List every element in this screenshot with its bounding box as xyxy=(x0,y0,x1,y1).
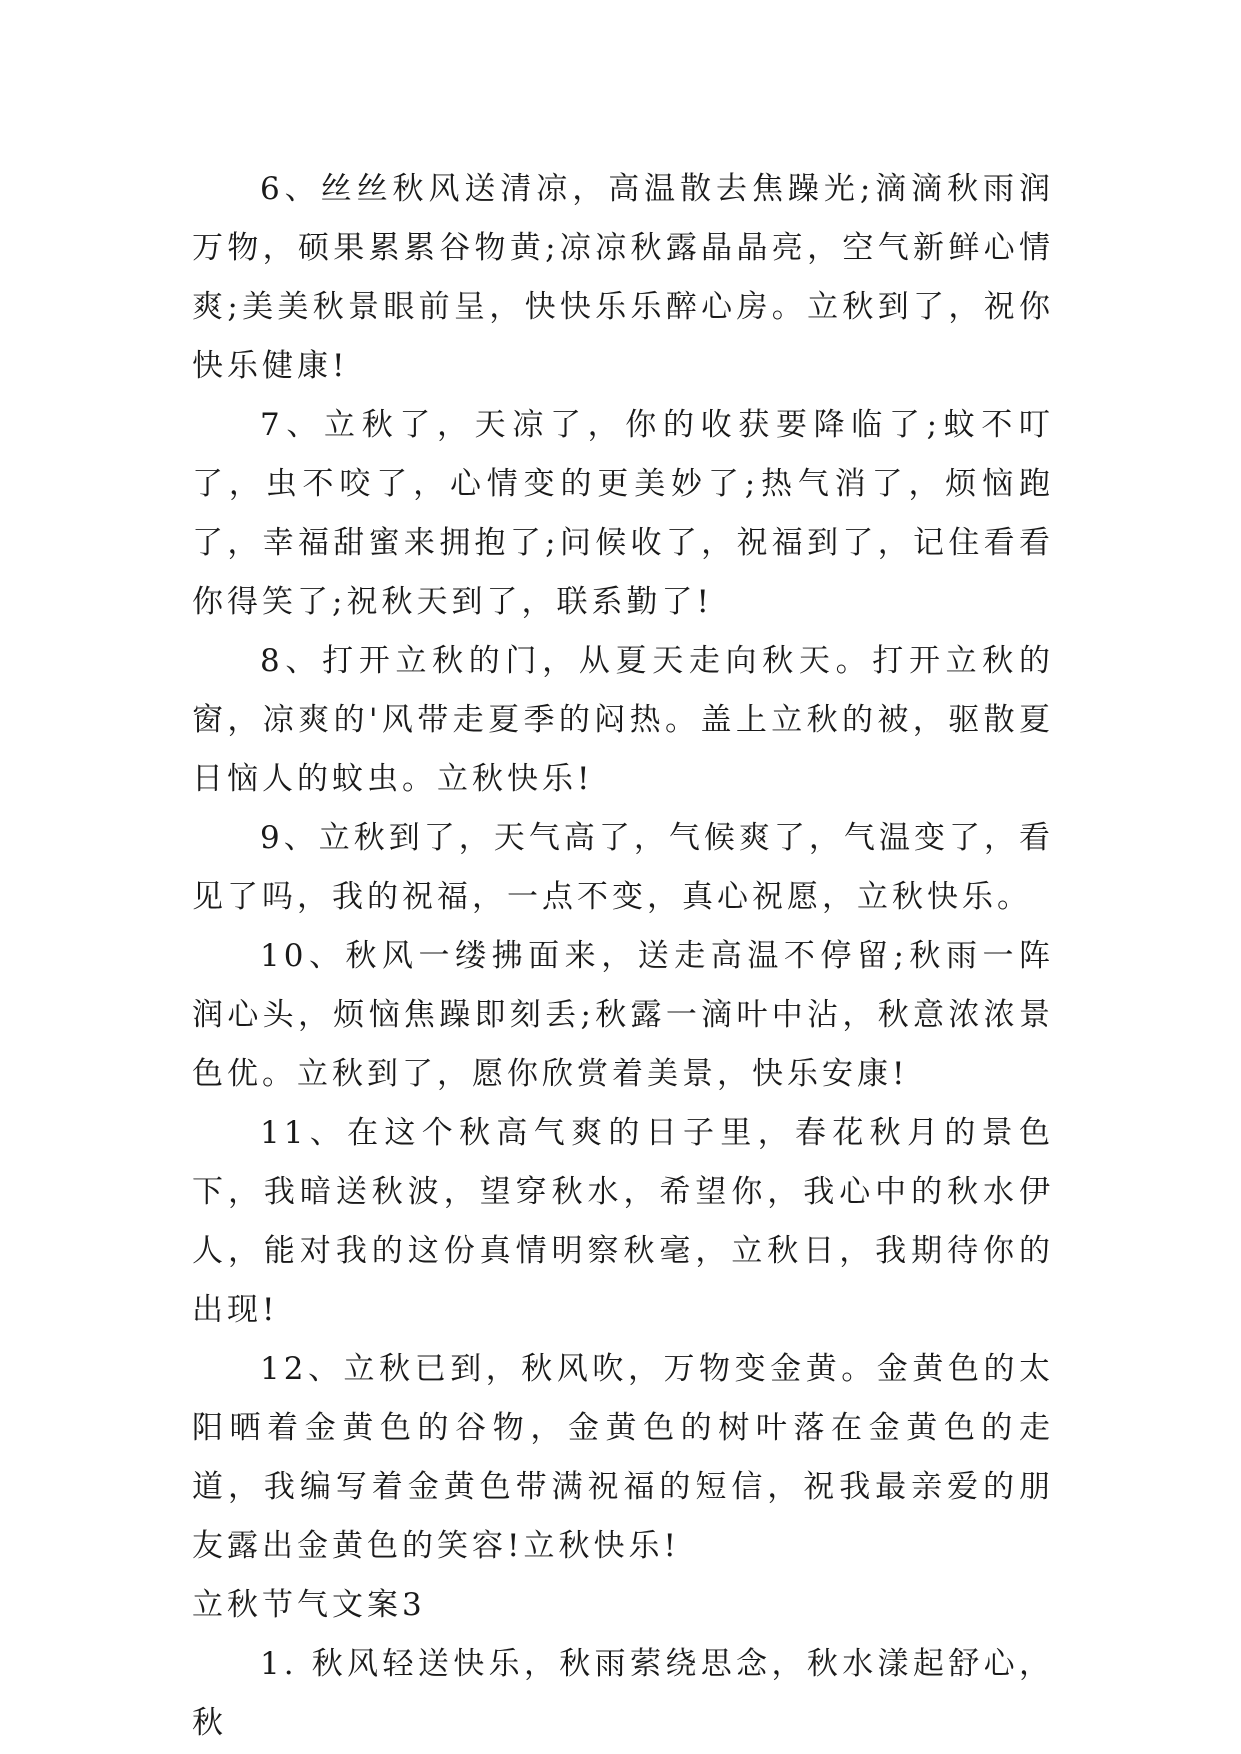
paragraph-10: 10、秋风一缕拂面来，送走高温不停留;秋雨一阵润心头，烦恼焦躁即刻丢;秋露一滴叶中沾，秋意浓浓景色优。立秋到了，愿你欣赏着美景，快乐安康! xyxy=(192,938,1054,1092)
paragraph-11: 11、在这个秋高气爽的日子里，春花秋月的景色下，我暗送秋波，望穿秋水，希望你，我心中的秋水伊人，能对我的这份真情明察秋毫，立秋日，我期待你的出现! xyxy=(192,1115,1054,1328)
paragraph-1-partial: 1. 秋风轻送快乐，秋雨萦绕思念，秋水漾起舒心，秋 xyxy=(192,1646,1054,1741)
section-heading: 立秋节气文案3 xyxy=(192,1587,426,1623)
paragraph-7: 7、立秋了，天凉了，你的收获要降临了;蚊不叮了，虫不咬了，心情变的更美妙了;热气消了，烦恼跑了，幸福甜蜜来拥抱了;问候收了，祝福到了，记住看看你得笑了;祝秋天到了，联系勤了! xyxy=(192,407,1054,620)
paragraph-12: 12、立秋已到，秋风吹，万物变金黄。金黄色的太阳晒着金黄色的谷物，金黄色的树叶落在金黄色的走道，我编写着金黄色带满祝福的短信，祝我最亲爱的朋友露出金黄色的笑容!立秋快乐! xyxy=(192,1351,1054,1564)
paragraph-6: 6、丝丝秋风送清凉，高温散去焦躁光;滴滴秋雨润万物，硕果累累谷物黄;凉凉秋露晶晶亮，空气新鲜心情爽;美美秋景眼前呈，快快乐乐醉心房。立秋到了，祝你快乐健康! xyxy=(192,171,1054,384)
document-page xyxy=(192,160,1054,1753)
paragraph-9: 9、立秋到了，天气高了，气候爽了，气温变了，看见了吗，我的祝福，一点不变，真心祝愿，立秋快乐。 xyxy=(192,820,1054,915)
paragraph-8: 8、打开立秋的门，从夏天走向秋天。打开立秋的窗，凉爽的'风带走夏季的闷热。盖上立秋的被，驱散夏日恼人的蚊虫。立秋快乐! xyxy=(192,643,1054,797)
